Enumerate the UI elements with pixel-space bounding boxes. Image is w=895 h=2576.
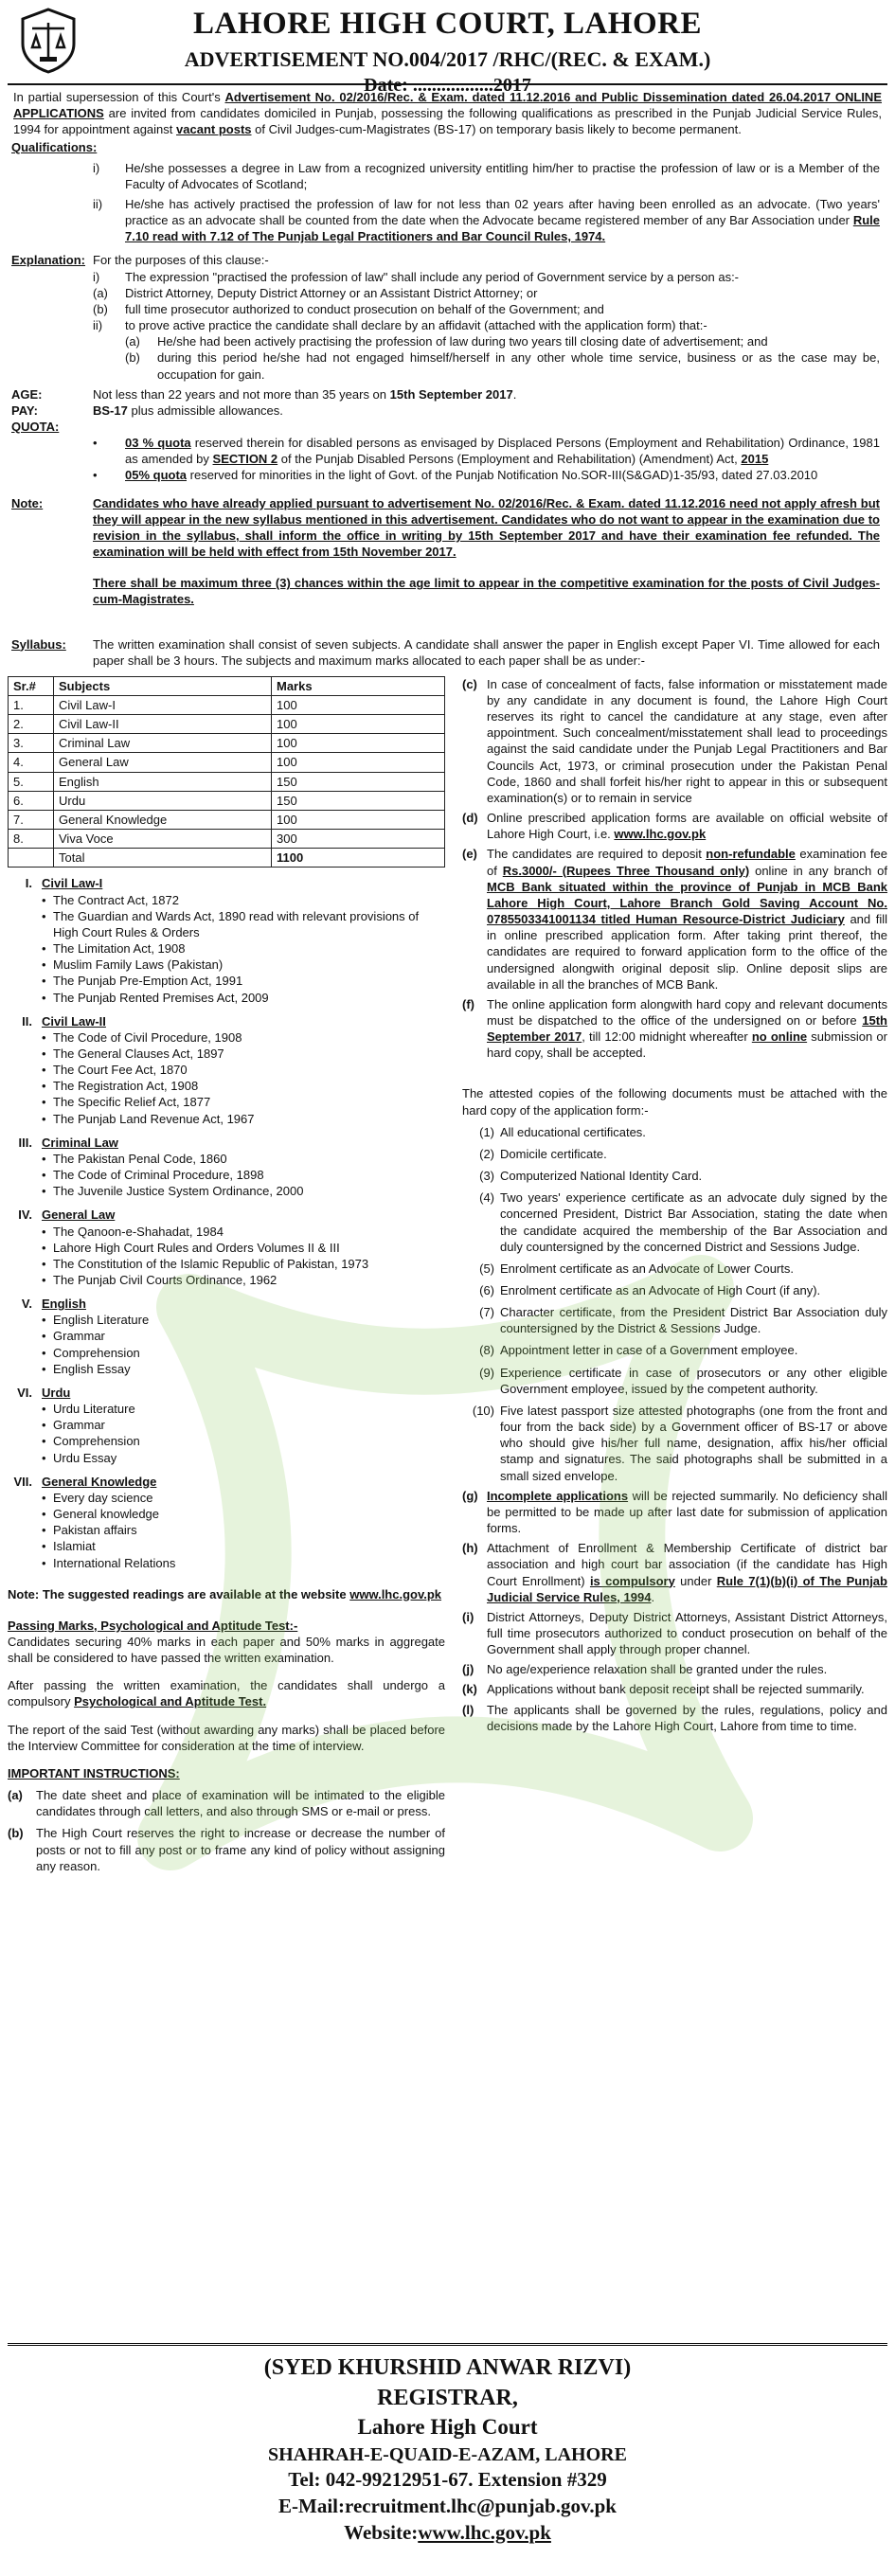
instruction-item (462, 1488, 887, 1536)
list-item-text: Two years' experience certificate as an advocate duly signed by the concerned President, District Bar Association, stating the date when the candidate acquired the membership of the Bar Association and duly countersigned by the concerned District and Sessions Judge. (500, 1190, 887, 1254)
syllabus-item: • Pakistan affairs (42, 1522, 445, 1538)
passing-test-text: After passing the written examination, the candidates shall undergo a compulsory (8, 1678, 445, 1709)
syllabus-item: • The Code of Criminal Procedure, 1898 (42, 1167, 445, 1183)
list-item-num: (10) (472, 1403, 494, 1418)
header (8, 0, 887, 96)
table-cell: Total (54, 849, 272, 868)
explanation-subitem (8, 333, 887, 349)
explanation-sub-text: He/she had been actively practising the profession of law during two years till closing date of advertisement; and (157, 334, 768, 349)
list-item-text: Computerized National Identity Card. (500, 1169, 703, 1184)
instruction-label: (i) (462, 1609, 474, 1624)
incomplete-text: will be rejected summarily. No deficiency shall be permitted to be made up after last date for submission of application forms. (487, 1488, 887, 1536)
explanation-text: to prove active practice the candidate shall declare by an affidavit (attached with the application form) that:- (125, 318, 707, 333)
date-year: 2017 (492, 74, 531, 96)
table-cell: 8. (9, 830, 54, 849)
quota-label: QUOTA: (11, 419, 60, 434)
fee-text: online in any branch of (755, 863, 887, 878)
syllabus-item: • The Punjab Pre-Emption Act, 1991 (42, 973, 445, 989)
fee-bold: non-refundable (706, 847, 796, 862)
date-dots: ................. (412, 74, 493, 96)
syllabus-item: • The General Clauses Act, 1897 (42, 1046, 445, 1062)
syllabus-group-body (42, 875, 445, 1005)
instruction-label: (h) (462, 1541, 478, 1556)
table-cell: 150 (272, 772, 445, 791)
intro-text-1: In partial supersession of this Court's (13, 90, 221, 104)
instruction-text: The applicants shall be governed by the rules, regulations, policy and decisions made by the Lahore High Court, Lahore from time to time. (487, 1702, 887, 1733)
qualification-num: i) (93, 160, 100, 175)
pay-scale: BS-17 (93, 402, 128, 418)
instruction-text-main: Online prescribed application forms are available on official website of Lahore High Court, i.e. (487, 811, 887, 842)
syllabus-item: • Islamiat (42, 1538, 445, 1554)
syllabus-group-body (42, 1135, 445, 1200)
table-cell: 5. (9, 772, 54, 791)
explanation-lead: For the purposes of this clause:- (93, 253, 269, 268)
readings-note (8, 1586, 445, 1602)
bullet-icon: • (93, 468, 98, 483)
telephone: Tel: 042-99212951-67. Extension #329 (288, 2468, 607, 2492)
website-label: Website: (344, 2520, 419, 2544)
deadline-text: The online application form alongwith hard copy and relevant documents must be dispatched to the office of the undersigned on or before (487, 996, 887, 1028)
syllabus-item: • Comprehension (42, 1433, 445, 1449)
table-cell: Criminal Law (54, 734, 272, 753)
syllabus-group-num: II. (22, 1013, 32, 1029)
table-cell: Urdu (54, 791, 272, 810)
intro-text-3: of Civil Judges-cum-Magistrates (BS-17) on temporary basis likely to become permanent. (255, 122, 742, 137)
instruction-item (462, 1702, 887, 1734)
syllabus-group-title: English (42, 1297, 86, 1312)
attested-lead: The attested copies of the following documents must be attached with the hard copy of the application form:- (462, 1086, 887, 1118)
qualification-item (8, 160, 887, 192)
instruction-text (487, 846, 887, 992)
explanation-item (8, 269, 887, 285)
explanation-num: ii) (93, 318, 103, 333)
syllabus-groups (8, 875, 445, 1570)
instruction-item (462, 1681, 887, 1697)
age-text: Not less than 22 years and not more than 35 years on (93, 386, 387, 402)
table-cell: 100 (272, 715, 445, 734)
syllabus-group (8, 1296, 445, 1377)
explanation-sub-text: during this period he/she had not engaged himself/herself in any other whole time service, business or as the case may be, occupation for gain. (157, 350, 880, 382)
quota-text: reserved for minorities in the light of Govt. of the Punjab Notification No.SOR-III(S&GAD)1-35/93, dated 27.03.2010 (189, 468, 818, 483)
syllabus-group-body (42, 1296, 445, 1377)
instruction-label: (a) (8, 1788, 23, 1803)
syllabus-group-title: Urdu (42, 1385, 71, 1400)
date-line (8, 73, 887, 98)
list-item (462, 1190, 887, 1255)
table-cell: 100 (272, 810, 445, 829)
table-cell: General Knowledge (54, 810, 272, 829)
quota-row (8, 419, 887, 435)
website-link[interactable]: www.lhc.gov.pk (418, 2520, 551, 2544)
list-item (462, 1304, 887, 1336)
qualification-text: He/she possesses a degree in Law from a recognized university entitling him/her to practise the profession of law or is a Member of the Faculty of Advocates of Scotland; (125, 160, 880, 191)
syllabus-item: • The Punjab Civil Courts Ordinance, 1962 (42, 1272, 445, 1288)
table-header: Sr.# (9, 676, 54, 695)
syllabus-item: • English Literature (42, 1312, 445, 1328)
syllabus-group-body (42, 1207, 445, 1288)
page-title: LAHORE HIGH COURT, LAHORE (193, 7, 702, 41)
syllabus-group-body (42, 1474, 445, 1571)
list-item (462, 1261, 887, 1277)
passing-test-bold: Psychological and Aptitude Test. (74, 1694, 267, 1709)
instruction-label: (c) (462, 676, 477, 691)
marks-table (8, 676, 445, 868)
syllabus-item: • The Guardian and Wards Act, 1890 read with relevant provisions of High Court Rules & Orders (42, 908, 445, 940)
syllabus-item: • Grammar (42, 1328, 445, 1344)
explanation-subitem (8, 349, 887, 382)
table-cell: Civil Law-II (54, 715, 272, 734)
explanation-subitem (8, 301, 887, 317)
list-item-num: (5) (479, 1261, 494, 1276)
quota-item (8, 467, 887, 483)
left-column (8, 676, 453, 1874)
advertisement-number: ADVERTISEMENT NO.004/2017 /RHC/(REC. & EXAM.) (184, 46, 711, 71)
instruction-label: (d) (462, 811, 478, 826)
pay-text: plus admissible allowances. (131, 402, 283, 418)
syllabus-item: • Muslim Family Laws (Pakistan) (42, 957, 445, 973)
syllabus-group (8, 1385, 445, 1466)
instruction-label: (k) (462, 1682, 477, 1697)
qualification-num: ii) (93, 196, 103, 211)
syllabus-item: • Urdu Essay (42, 1450, 445, 1466)
explanation-sub-text: District Attorney, Deputy District Attorney or an Assistant District Attorney; or (125, 285, 538, 300)
list-item (462, 1282, 887, 1298)
registrar-name: (SYED KHURSHID ANWAR RIZVI) (263, 2355, 632, 2380)
deadline-date: 15th September 2017 (487, 1012, 887, 1045)
age-date: 15th September 2017 (389, 386, 513, 402)
syllabus-group-title: Criminal Law (42, 1135, 118, 1150)
table-cell: 6. (9, 791, 54, 810)
instruction-item (462, 1540, 887, 1605)
syllabus-row (8, 636, 887, 669)
instruction-text: In case of concealment of facts, false information or misstatement made by any candidate in any document is found, the Lahore High Court reserves its right to cancel the candidature at any stage, even after appointment. Such concealment/misstatement shall lead to proceedings against the said candidate under the Punjab Legal Practitioners and Bar Councils Act, 1973, or criminal prosecution under the Pakistan Penal Code, 1860 and shall forfeit his/her right to appear in this or subsequent examination(s) or to remain in service (487, 676, 887, 805)
list-item-text: Experience certificate in case of prosecutors or any other eligible Government employee, issued by the competent authority. (500, 1365, 887, 1396)
incomplete-bold: Incomplete applications (487, 1488, 629, 1503)
syllabus-item: • The Punjab Rented Premises Act, 2009 (42, 990, 445, 1006)
syllabus-item: • The Punjab Land Revenue Act, 1967 (42, 1111, 445, 1127)
fee-text: The candidates are required to deposit (487, 847, 702, 862)
quota-text: reserved therein for disabled persons as envisaged by Displaced Persons (Employment and Rehabilitation) Ordinance, 1981 as amended by (125, 436, 880, 467)
instruction-text: The High Court reserves the right to increase or decrease the number of posts or not to fill any post or to frame any kind of policy without assigning any reason. (36, 1826, 445, 1873)
syllabus-item: • Lahore High Court Rules and Orders Volumes II & III (42, 1240, 445, 1256)
qualifications-label: Qualifications: (11, 140, 98, 155)
instruction-item (462, 846, 887, 992)
table-cell: 100 (272, 734, 445, 753)
explanation-sub-num: (b) (93, 301, 108, 316)
quota-text: of the Punjab Disabled Persons (Employment and Rehabilitation) (Amendment) Act, (280, 452, 738, 467)
syllabus-group (8, 1207, 445, 1288)
syllabus-item: • Every day science (42, 1490, 445, 1506)
syllabus-group-num: III. (18, 1135, 32, 1150)
instruction-item (8, 1787, 445, 1819)
table-total-value: 1100 (272, 849, 445, 868)
passing-title: Passing Marks, Psychological and Aptitude Test:- (8, 1618, 298, 1633)
syllabus-group (8, 1135, 445, 1200)
court-name: Lahore High Court (357, 2415, 538, 2440)
table-cell: Civil Law-I (54, 696, 272, 715)
syllabus-item: • The Court Fee Act, 1870 (42, 1062, 445, 1078)
instruction-item (462, 996, 887, 1062)
syllabus-item: • The Code of Civil Procedure, 1908 (42, 1029, 445, 1046)
list-item (462, 1168, 887, 1184)
passing-section (8, 1618, 445, 1754)
table-cell: Viva Voce (54, 830, 272, 849)
qualification-text (125, 196, 887, 244)
instructions-title: IMPORTANT INSTRUCTIONS: (8, 1765, 180, 1780)
syllabus-item: • Comprehension (42, 1345, 445, 1361)
quota-minorities: 05% quota (125, 468, 188, 483)
table-row (9, 810, 445, 829)
footer (8, 2343, 887, 2546)
table-row (9, 830, 445, 849)
syllabus-group-num: VI. (17, 1385, 32, 1400)
syllabus-item: • The Juvenile Justice System Ordinance, 2000 (42, 1183, 445, 1199)
syllabus-group (8, 1474, 445, 1571)
list-item-text: Domicile certificate. (500, 1146, 607, 1161)
list-item-num: (2) (479, 1146, 494, 1161)
instruction-item (462, 810, 887, 842)
explanation-num: i) (93, 269, 100, 284)
syllabus-item: • English Essay (42, 1361, 445, 1377)
note-row (8, 495, 887, 561)
intro-text-2: are invited from candidates domiciled in Punjab, possessing the following qualifications as prescribed in the Punjab Judicial Service Rules, 1994 for appointment against (13, 106, 882, 137)
qualification-item (8, 196, 887, 244)
syllabus-group (8, 1013, 445, 1127)
explanation-label: Explanation: (11, 253, 86, 268)
enrollment-text: under (680, 1573, 712, 1588)
list-item-num: (7) (479, 1305, 494, 1320)
explanation-sub-num: (a) (93, 285, 108, 300)
deadline-bold: no online (751, 1029, 808, 1045)
list-item-text: Five latest passport size attested photographs (one from the front and four from the back side) by a Government officer of BS-17 or above who should give his/her full name, designation, affix his/her official stamp and signatures. The said photographs shall be submitted in a small sized envelope. (500, 1403, 887, 1483)
important-instructions (8, 1765, 445, 1874)
pay-row (8, 402, 887, 419)
instruction-item (462, 1661, 887, 1677)
readings-note-text: Note: The suggested readings are available at the website (8, 1586, 347, 1601)
table-header-row (9, 676, 445, 695)
list-item (462, 1124, 887, 1140)
table-header: Subjects (54, 676, 272, 695)
syllabus-group-body (42, 1013, 445, 1127)
syllabus-item: • Grammar (42, 1417, 445, 1433)
deadline-text: , till 12:00 midnight whereafter (582, 1029, 748, 1045)
enrollment-text: Attachment of Enrollment & Membership Certificate of district bar association and high court bar association (if the candidate has High Court Enrollment) (487, 1541, 887, 1588)
list-item-num: (6) (479, 1283, 494, 1297)
date-label: Date: (364, 74, 408, 96)
bullet-icon: • (93, 436, 98, 451)
table-row (9, 715, 445, 734)
quota-year: 2015 (741, 452, 769, 467)
qualification-rule-ref: Rule 7.10 read with 7.12 of The Punjab Legal Practitioners and Bar Council Rules, 1974. (125, 213, 880, 244)
enrollment-text: . (651, 1589, 655, 1604)
explanation-row (8, 252, 887, 268)
syllabus-item: • The Qanoon-e-Shahadat, 1984 (42, 1224, 445, 1240)
instruction-label: (e) (462, 847, 477, 862)
age-end: . (512, 386, 517, 402)
syllabus-group-title: General Knowledge (42, 1474, 157, 1489)
explanation-subitem (8, 285, 887, 301)
syllabus-item: • The Constitution of the Islamic Republic of Pakistan, 1973 (42, 1256, 445, 1272)
enrollment-rule: Rule 7(1)(b)(i) of The Punjab Judicial Service Rules, 1994 (487, 1573, 887, 1604)
court-emblem-icon (19, 8, 78, 74)
age-label: AGE: (11, 386, 43, 402)
table-cell: English (54, 772, 272, 791)
instruction-label: (g) (462, 1488, 478, 1503)
table-header: Marks (272, 676, 445, 695)
instruction-text: Applications without bank deposit receipt shall be rejected summarily. (487, 1682, 865, 1697)
table-row (9, 696, 445, 715)
note-row-2 (8, 575, 887, 607)
note-text: Candidates who have already applied pursuant to advertisement No. 02/2016/Rec. & Exam. dated 11.12.2016 need not apply afresh but they will appear in the new syllabus mentioned in this advertisement. Candidates who do not want to appear in the examination due to revision in the syllabus, shall inform the office in writing by 15th September 2017 and have their examination fee refunded. The examination will be held with effect from 15th November 2017. (93, 495, 880, 560)
instruction-item (8, 1825, 445, 1873)
syllabus-group-num: I. (25, 876, 32, 891)
table-cell (9, 849, 54, 868)
qualification-text-main: He/she has actively practised the profession of law for not less than 02 years after having been enrolled as an advocate. (Two years' practice as an advocate shall be counted from the date when the Advocate became registered member of any Bar Association under (125, 196, 880, 228)
list-item-num: (4) (479, 1190, 494, 1206)
syllabus-label: Syllabus: (11, 636, 66, 652)
quota-section: SECTION 2 (212, 452, 278, 467)
syllabus-group-body (42, 1385, 445, 1466)
registrar-designation: REGISTRAR, (377, 2385, 518, 2410)
syllabus-item: • The Registration Act, 1908 (42, 1078, 445, 1094)
list-item (462, 1365, 887, 1397)
syllabus-group-title: General Law (42, 1208, 116, 1223)
list-item (462, 1403, 887, 1484)
instruction-text (487, 810, 887, 842)
syllabus-group-title: Civil Law-II (42, 1013, 106, 1029)
fee-text: and fill in online prescribed application form. After taking print thereof, the candidates are required to forward application form to the office of the undersigned alongwith original deposit slip. Online deposit slips are available in all the branches of MCB Bank. (487, 912, 887, 992)
syllabus-group (8, 875, 445, 1005)
table-cell: 300 (272, 830, 445, 849)
syllabus-group-title: Civil Law-I (42, 876, 103, 891)
explanation-sub-num: (b) (125, 350, 140, 366)
website-line (8, 2520, 887, 2547)
passing-report: The report of the said Test (without awarding any marks) shall be placed before the Interview Committee for consideration at the time of interview. (8, 1722, 445, 1753)
two-column-body (8, 676, 887, 1874)
intro-bold-1: Advertisement No. 02/2016/Rec. & Exam. dated 11.12.2016 and Public Dissemination dated 26.04.2017 ONLINE APPLICATIONS (13, 90, 882, 121)
instruction-label: (f) (462, 996, 474, 1011)
list-item-num: (1) (479, 1124, 494, 1139)
syllabus-item: • International Relations (42, 1555, 445, 1571)
table-cell: 100 (272, 753, 445, 772)
instruction-item (462, 1609, 887, 1657)
instruction-label: (j) (462, 1662, 474, 1677)
fee-text: examination fee of (487, 847, 888, 878)
passing-test (8, 1677, 445, 1709)
enrollment-bold: is compulsory (589, 1573, 675, 1588)
instruction-text (487, 1540, 887, 1605)
table-cell: 3. (9, 734, 54, 753)
table-cell: 7. (9, 810, 54, 829)
age-row (8, 386, 887, 402)
table-cell: 2. (9, 715, 54, 734)
syllabus-group-num: V. (21, 1297, 32, 1312)
list-item (462, 1146, 887, 1162)
quota-item (8, 435, 887, 467)
instruction-text (487, 996, 887, 1062)
table-cell: 100 (272, 696, 445, 715)
table-row (9, 753, 445, 772)
list-item-text: All educational certificates. (500, 1124, 646, 1139)
explanation-sub-text: full time prosecutor authorized to conduct prosecution on behalf of the Government; and (125, 301, 604, 316)
list-item-num: (9) (479, 1365, 494, 1380)
deadline-text: submission or hard copy, shall be accepted. (487, 1029, 887, 1061)
syllabus-item: • General knowledge (42, 1506, 445, 1522)
table-total-row (9, 849, 445, 868)
syllabus-item: • The Limitation Act, 1908 (42, 940, 445, 957)
table-row (9, 791, 445, 810)
list-item-text: Character certificate, from the President District Bar Association duly countersigned by the District & Sessions Judge. (500, 1305, 887, 1336)
explanation-sub-num: (a) (125, 334, 140, 349)
note-label: Note: (11, 495, 44, 510)
list-item-num: (8) (479, 1343, 494, 1358)
table-cell: 1. (9, 696, 54, 715)
qualifications-heading-row (8, 139, 887, 155)
readings-note-link[interactable]: www.lhc.gov.pk (349, 1586, 442, 1601)
instruction-text: District Attorneys, Deputy District Attorneys, Assistant District Attorneys, full time prosecutors authorized to conduct prosecution on behalf of the Government shall apply through proper channel. (487, 1609, 887, 1657)
instruction-text (487, 1488, 887, 1536)
table-cell: General Law (54, 753, 272, 772)
syllabus-item: • The Specific Relief Act, 1877 (42, 1094, 445, 1110)
website-link[interactable]: www.lhc.gov.pk (614, 827, 707, 842)
table-row (9, 734, 445, 753)
instruction-text: No age/experience relaxation shall be granted under the rules. (487, 1662, 828, 1677)
bank-account: MCB Bank situated within the province of Punjab in MCB Bank Lahore High Court, Lahore Branch Gold Saving Account No. 0785503341001134 titled Human Resource-District Judiciary (487, 879, 887, 927)
list-item-text: Appointment letter in case of a Government employee. (500, 1343, 798, 1358)
attested-document-list (462, 1124, 887, 1484)
syllabus-group-num: IV. (18, 1208, 32, 1223)
list-item-num: (3) (479, 1169, 494, 1184)
instruction-label: (b) (8, 1826, 24, 1841)
instruction-item (462, 676, 887, 806)
right-column (453, 676, 887, 1874)
intro-bold-2: vacant posts (176, 122, 252, 137)
list-item (462, 1342, 887, 1358)
court-address: SHAHRAH-E-QUAID-E-AZAM, LAHORE (268, 2443, 627, 2465)
quota-disabled: 03 % quota (125, 436, 191, 451)
instruction-label: (l) (462, 1702, 474, 1717)
syllabus-item: • Urdu Literature (42, 1401, 445, 1417)
syllabus-text: The written examination shall consist of seven subjects. A candidate shall answer the paper in English except Paper VI. Time allowed for each paper shall be 3 hours. The subjects and maximum marks allocated to each paper shall be as under:- (93, 636, 880, 668)
list-item-text: Enrolment certificate as an Advocate of High Court (if any). (500, 1283, 821, 1297)
list-item-text: Enrolment certificate as an Advocate of Lower Courts. (500, 1261, 794, 1276)
syllabus-item: • The Pakistan Penal Code, 1860 (42, 1151, 445, 1167)
fee-amount: Rs.3000/- (Rupees Three Thousand only) (502, 863, 750, 878)
syllabus-group-num: VII. (13, 1474, 32, 1489)
passing-text: Candidates securing 40% marks in each paper and 50% marks in aggregate shall be considered to have passed the written examination. (8, 1634, 445, 1666)
table-cell: 4. (9, 753, 54, 772)
instruction-text: The date sheet and place of examination will be intimated to the eligible candidates through call letters, and also through SMS or e-mail or press. (36, 1788, 445, 1819)
table-row (9, 772, 445, 791)
table-cell: 150 (272, 791, 445, 810)
explanation-text: The expression "practised the profession of law" shall include any period of Government service by a person as:- (125, 269, 740, 284)
pay-label: PAY: (11, 402, 38, 418)
note-chances: There shall be maximum three (3) chances within the age limit to appear in the competitive examination for the posts of Civil Judges-cum-Magistrates. (93, 576, 880, 607)
email-address[interactable]: E-Mail:recruitment.lhc@punjab.gov.pk (278, 2494, 617, 2517)
syllabus-item: • The Contract Act, 1872 (42, 892, 445, 908)
explanation-item (8, 317, 887, 333)
